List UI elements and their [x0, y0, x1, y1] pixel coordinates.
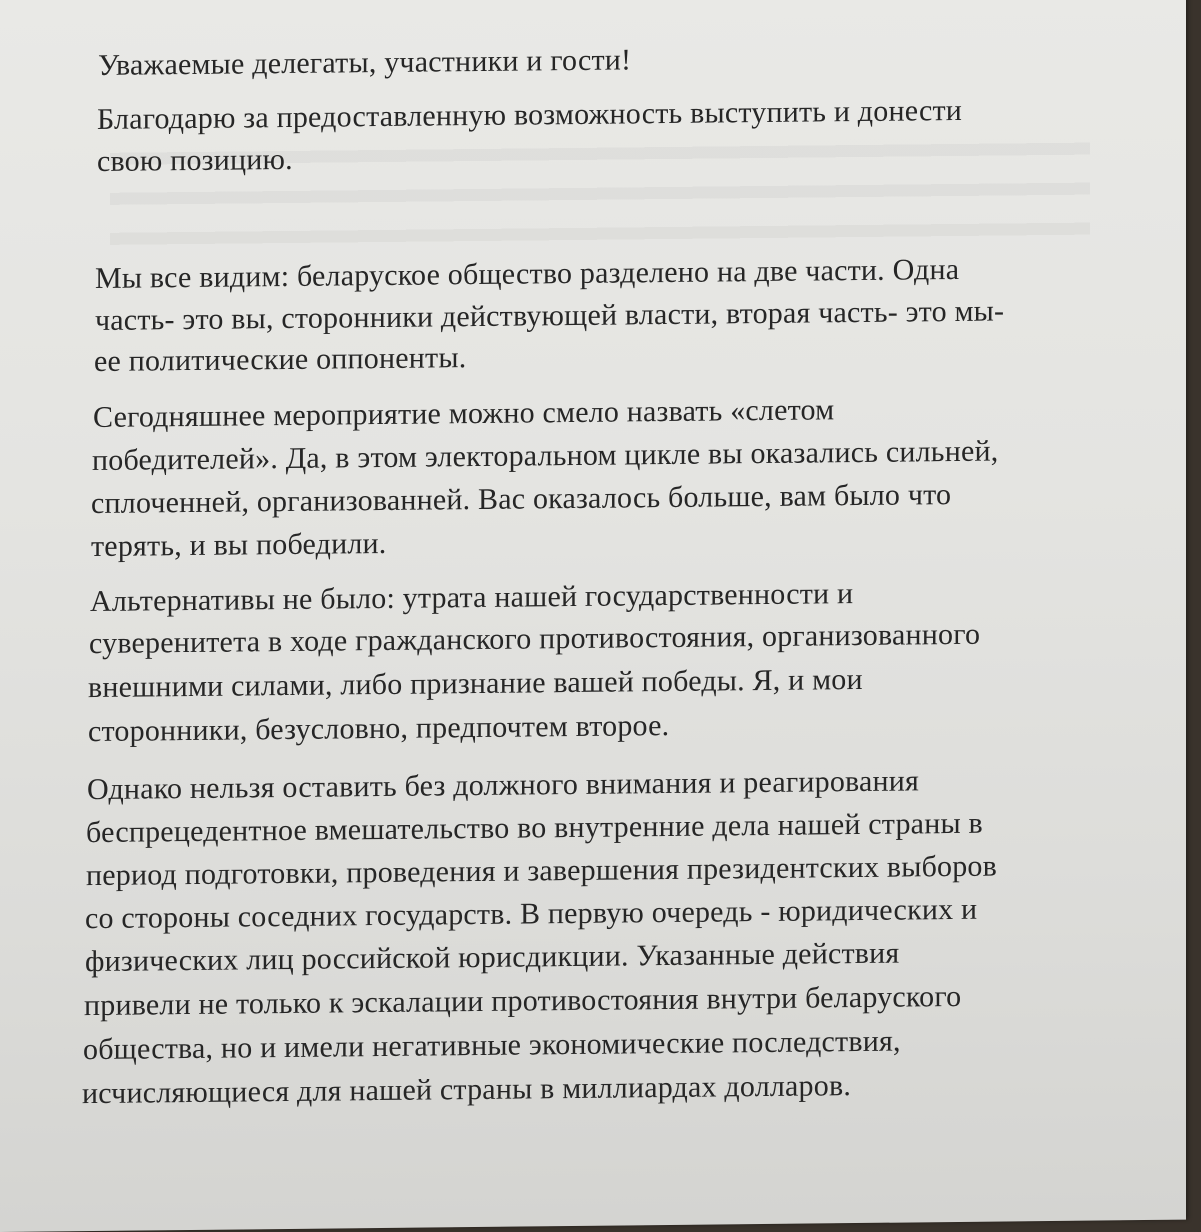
paragraph-2-line-2: часть- это вы, сторонники действующей власти, вторая часть- это мы- [95, 294, 1005, 338]
paragraph-4-line-4: сторонники, безусловно, предпочтем второе. [88, 708, 670, 749]
paragraph-2-line-3: ее политические оппоненты. [94, 341, 467, 379]
paragraph-3-line-4: терять, и вы победили. [91, 526, 387, 564]
paragraph-3-line-1: Сегодняшнее мероприятие можно смело назвать «слетом [93, 393, 835, 435]
greeting-line: Уважаемые делегаты, участники и гости! [98, 43, 632, 82]
paragraph-4-line-1: Альтернативы не было: утрата нашей государственности и [90, 577, 854, 619]
paragraph-4-line-2: суверенитета в ходе гражданского противостояния, организованного [89, 617, 981, 661]
paragraph-5-line-8: исчисляющиеся для нашей страны в миллиардах долларов. [82, 1069, 852, 1111]
paragraph-3-line-2: победителей». Да, в этом электоральном цикле вы оказались сильней, [92, 434, 999, 478]
paragraph-5-line-5: физических лиц российской юрисдикции. Указанные действия [85, 936, 900, 979]
paragraph-5-line-1: Однако нельзя оставить без должного внимания и реагирования [87, 764, 920, 807]
paragraph-5-line-6: привели не только к эскалации противостояния внутри беларуского [84, 979, 962, 1023]
paragraph-4-line-3: внешними силами, либо признание вашей победы. Я, и мои [88, 662, 863, 705]
paragraph-5-line-4: со стороны соседних государств. В первую очередь - юридических и [85, 892, 978, 936]
paragraph-1-line-1: Благодарю за предоставленную возможность выступить и донести [97, 93, 963, 136]
paragraph-5-line-2: беспрецедентное вмешательство во внутренние дела нашей страны в [86, 806, 983, 850]
paragraph-5-line-3: период подготовки, проведения и завершения президентских выборов [86, 849, 997, 893]
paragraph-3-line-3: сплоченней, организованней. Вас оказалось больше, вам было что [91, 478, 952, 521]
paragraph-5-line-7: общества, но и имели негативные экономические последствия, [83, 1024, 901, 1067]
paragraph-1-line-2: свою позицию. [97, 142, 293, 178]
paragraph-2-line-1: Мы все видим: беларуское общество разделено на две части. Одна [95, 252, 960, 296]
